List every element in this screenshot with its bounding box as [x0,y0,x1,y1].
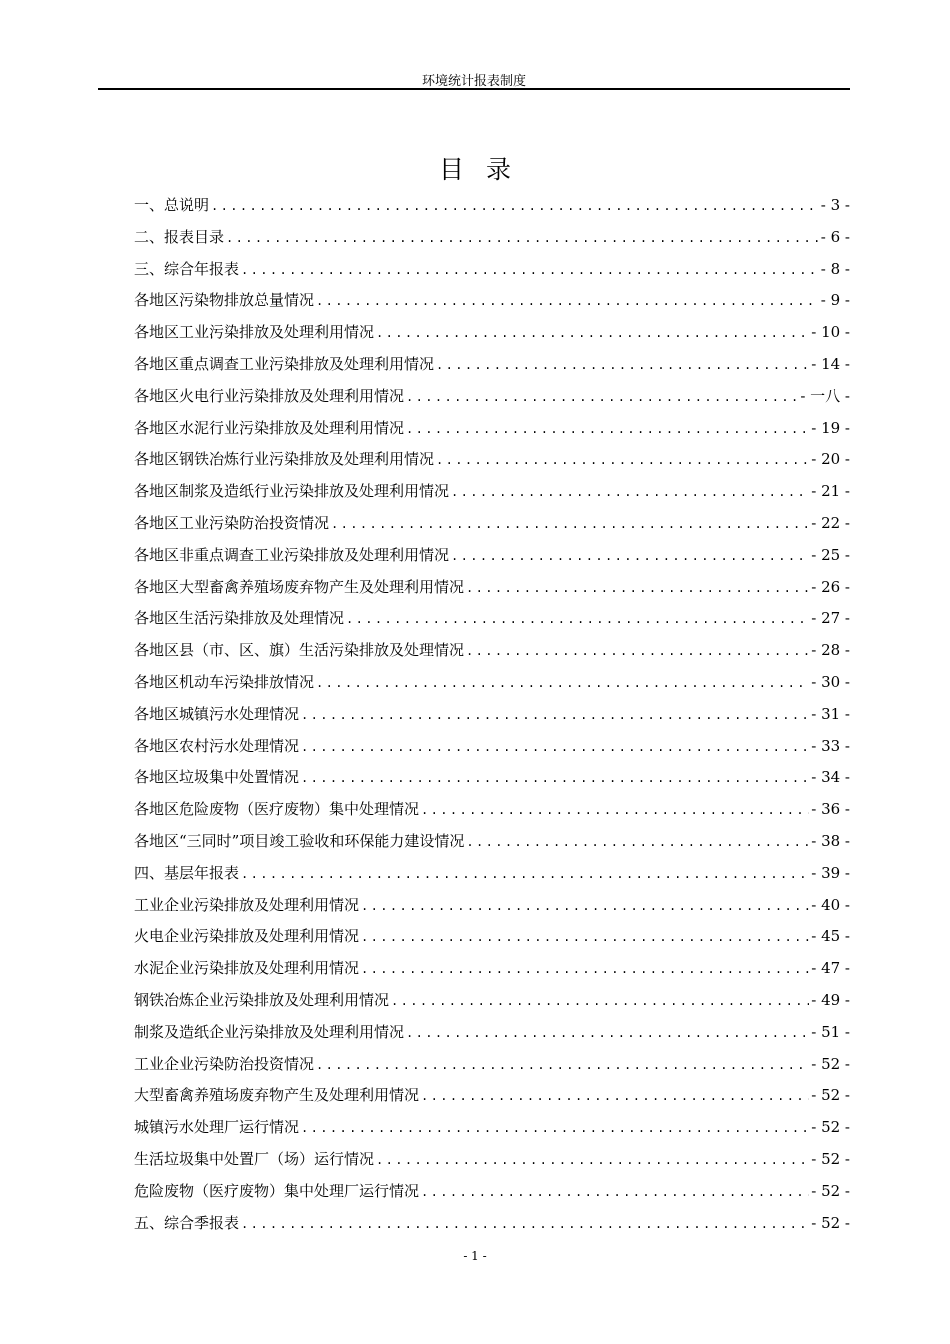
page-title: 目录 [438,155,533,184]
toc-entry-label: 制浆及造纸企业污染排放及处理利用情况 [134,1022,405,1041]
toc-entry-label: 工业企业污染排放及处理利用情况 [134,895,360,914]
toc-entry-page: - 21 - [811,482,850,501]
toc-entry-label: 各地区“三同时”项目竣工验收和环保能力建设情况 [134,831,465,850]
toc-entry-page: - 39 - [811,863,850,882]
toc-entry[interactable] [134,349,850,381]
toc-entry-label: 各地区农村污水处理情况 [134,736,300,755]
toc-entry-label: 危险废物（医疗废物）集中处理厂运行情况 [134,1181,420,1200]
toc-entry-label: 大型畜禽养殖场废弃物产生及处理利用情况 [134,1086,420,1105]
toc-entry-page: - 9 - [820,291,850,310]
toc-entry-page: - 52 - [811,1213,850,1232]
toc-entry-page: - 51 - [811,1022,850,1041]
toc-entry-label: 各地区制浆及造纸行业污染排放及处理利用情况 [134,482,450,501]
toc-entry[interactable] [134,699,850,731]
toc-entry-page: - 10 - [811,323,850,342]
toc-entry-page: - 28 - [811,641,850,660]
toc-entry[interactable] [134,1208,850,1240]
table-of-contents [134,190,850,1239]
toc-entry-label: 工业企业污染防治投资情况 [134,1054,315,1073]
toc-entry[interactable] [134,1080,850,1112]
toc-entry[interactable] [134,1144,850,1176]
toc-dot-leader [391,986,809,1018]
toc-entry-label: 各地区大型畜禽养殖场废弃物产生及处理利用情况 [134,577,465,596]
toc-dot-leader [241,1209,809,1241]
toc-entry[interactable] [134,508,850,540]
toc-entry-label: 各地区工业污染排放及处理利用情况 [134,323,375,342]
toc-entry-page: - 52 - [811,1149,850,1168]
toc-entry-page: - 8 - [820,259,850,278]
page-number: - 1 - [463,1249,487,1263]
toc-dot-leader [361,891,809,923]
toc-dot-leader [346,604,809,636]
toc-entry[interactable] [134,667,850,699]
toc-dot-leader [466,573,809,605]
toc-dot-leader [436,350,809,382]
toc-dot-leader [406,382,798,414]
toc-entry-page: - 25 - [811,545,850,564]
toc-entry[interactable] [134,921,850,953]
toc-entry[interactable] [134,603,850,635]
toc-dot-leader [361,922,809,954]
toc-entry[interactable] [134,858,850,890]
toc-entry[interactable] [134,285,850,317]
toc-entry-page: - 40 - [811,895,850,914]
toc-entry-page: - 19 - [811,418,850,437]
toc-entry-page: - 26 - [811,577,850,596]
header-divider [98,88,850,90]
toc-entry-label: 各地区机动车污染排放情况 [134,672,315,691]
toc-entry-label: 各地区生活污染排放及处理情况 [134,609,345,628]
toc-entry-label: 五、综合季报表 [134,1213,240,1232]
toc-entry-label: 各地区危险废物（医疗废物）集中处理情况 [134,800,420,819]
toc-dot-leader [301,1113,809,1145]
toc-dot-leader [421,795,809,827]
toc-dot-leader [316,286,819,318]
toc-entry-label: 各地区垃圾集中处置情况 [134,768,300,787]
toc-dot-leader [406,1018,809,1050]
toc-entry-page: - 36 - [811,800,850,819]
toc-entry[interactable] [134,794,850,826]
toc-dot-leader [466,636,809,668]
toc-entry[interactable] [134,1112,850,1144]
toc-dot-leader [316,668,809,700]
toc-entry-label: 各地区城镇污水处理情况 [134,704,300,723]
toc-entry-page: - 27 - [811,609,850,628]
toc-entry[interactable] [134,731,850,763]
toc-dot-leader [376,1145,809,1177]
toc-entry-page: - 52 - [811,1086,850,1105]
toc-entry-page: - 3 - [820,196,850,214]
toc-dot-leader [466,827,809,859]
toc-dot-leader [241,255,819,287]
toc-entry[interactable] [134,476,850,508]
toc-entry[interactable] [134,572,850,604]
toc-entry[interactable] [134,254,850,286]
toc-entry-page: - 38 - [811,831,850,850]
toc-dot-leader [226,223,819,255]
toc-entry-label: 各地区非重点调查工业污染排放及处理利用情况 [134,545,450,564]
toc-entry[interactable] [134,444,850,476]
toc-entry[interactable] [134,222,850,254]
toc-entry-page: - 33 - [811,736,850,755]
toc-entry-label: 各地区水泥行业污染排放及处理利用情况 [134,418,405,437]
toc-entry[interactable] [134,540,850,572]
toc-entry[interactable] [134,381,850,413]
toc-dot-leader [436,445,809,477]
toc-entry-label: 各地区污染物排放总量情况 [134,291,315,310]
toc-entry[interactable] [134,985,850,1017]
toc-dot-leader [451,541,809,573]
toc-dot-leader [301,763,809,795]
toc-entry[interactable] [134,317,850,349]
toc-entry-label: 各地区重点调查工业污染排放及处理利用情况 [134,354,435,373]
toc-entry-label: 各地区工业污染防治投资情况 [134,513,330,532]
toc-entry[interactable] [134,635,850,667]
toc-entry[interactable] [134,413,850,445]
toc-dot-leader [406,414,809,446]
toc-dot-leader [361,954,809,986]
toc-entry-page: - 31 - [811,704,850,723]
toc-entry[interactable] [134,1017,850,1049]
toc-entry-page: - 49 - [811,990,850,1009]
toc-entry-page: - 47 - [811,959,850,978]
toc-dot-leader [301,732,809,764]
toc-entry-page: - 30 - [811,672,850,691]
toc-dot-leader [316,1050,809,1082]
toc-entry-page: - 22 - [811,513,850,532]
toc-entry-label: 二、报表目录 [134,227,225,246]
toc-entry-label: 各地区火电行业污染排放及处理利用情况 [134,386,405,405]
toc-entry-page: - 52 - [811,1118,850,1137]
toc-entry[interactable] [134,762,850,794]
toc-entry-label: 各地区县（市、区、旗）生活污染排放及处理情况 [134,641,465,660]
toc-entry[interactable] [134,826,850,858]
toc-entry-label: 一、总说明 [134,196,210,214]
toc-entry-page: - 52 - [811,1181,850,1200]
toc-entry-label: 生活垃圾集中处置厂（场）运行情况 [134,1149,375,1168]
toc-entry[interactable] [134,890,850,922]
toc-entry-page: - 34 - [811,768,850,787]
toc-entry-page: - 20 - [811,450,850,469]
toc-dot-leader [241,859,809,891]
toc-entry[interactable] [134,1049,850,1081]
toc-entry-label: 钢铁冶炼企业污染排放及处理利用情况 [134,990,390,1009]
toc-entry-page: - 一八 - [800,386,850,405]
toc-entry-label: 各地区钢铁冶炼行业污染排放及处理利用情况 [134,450,435,469]
toc-entry-label: 四、基层年报表 [134,863,240,882]
toc-dot-leader [451,477,809,509]
toc-dot-leader [331,509,809,541]
toc-dot-leader [376,318,809,350]
toc-entry[interactable] [134,190,850,222]
toc-dot-leader [421,1177,809,1209]
toc-entry-page: - 52 - [811,1054,850,1073]
toc-entry-page: - 6 - [820,227,850,246]
toc-dot-leader [211,191,819,223]
toc-dot-leader [301,700,809,732]
toc-entry-label: 水泥企业污染排放及处理利用情况 [134,959,360,978]
toc-entry-label: 火电企业污染排放及处理利用情况 [134,927,360,946]
toc-entry-label: 城镇污水处理厂运行情况 [134,1118,300,1137]
toc-dot-leader [421,1081,809,1113]
toc-entry-page: - 45 - [811,927,850,946]
toc-entry-page: - 14 - [811,354,850,373]
toc-entry[interactable] [134,953,850,985]
running-header: 环境统计报表制度 [421,74,526,89]
toc-entry[interactable] [134,1176,850,1208]
toc-entry-label: 三、综合年报表 [134,259,240,278]
